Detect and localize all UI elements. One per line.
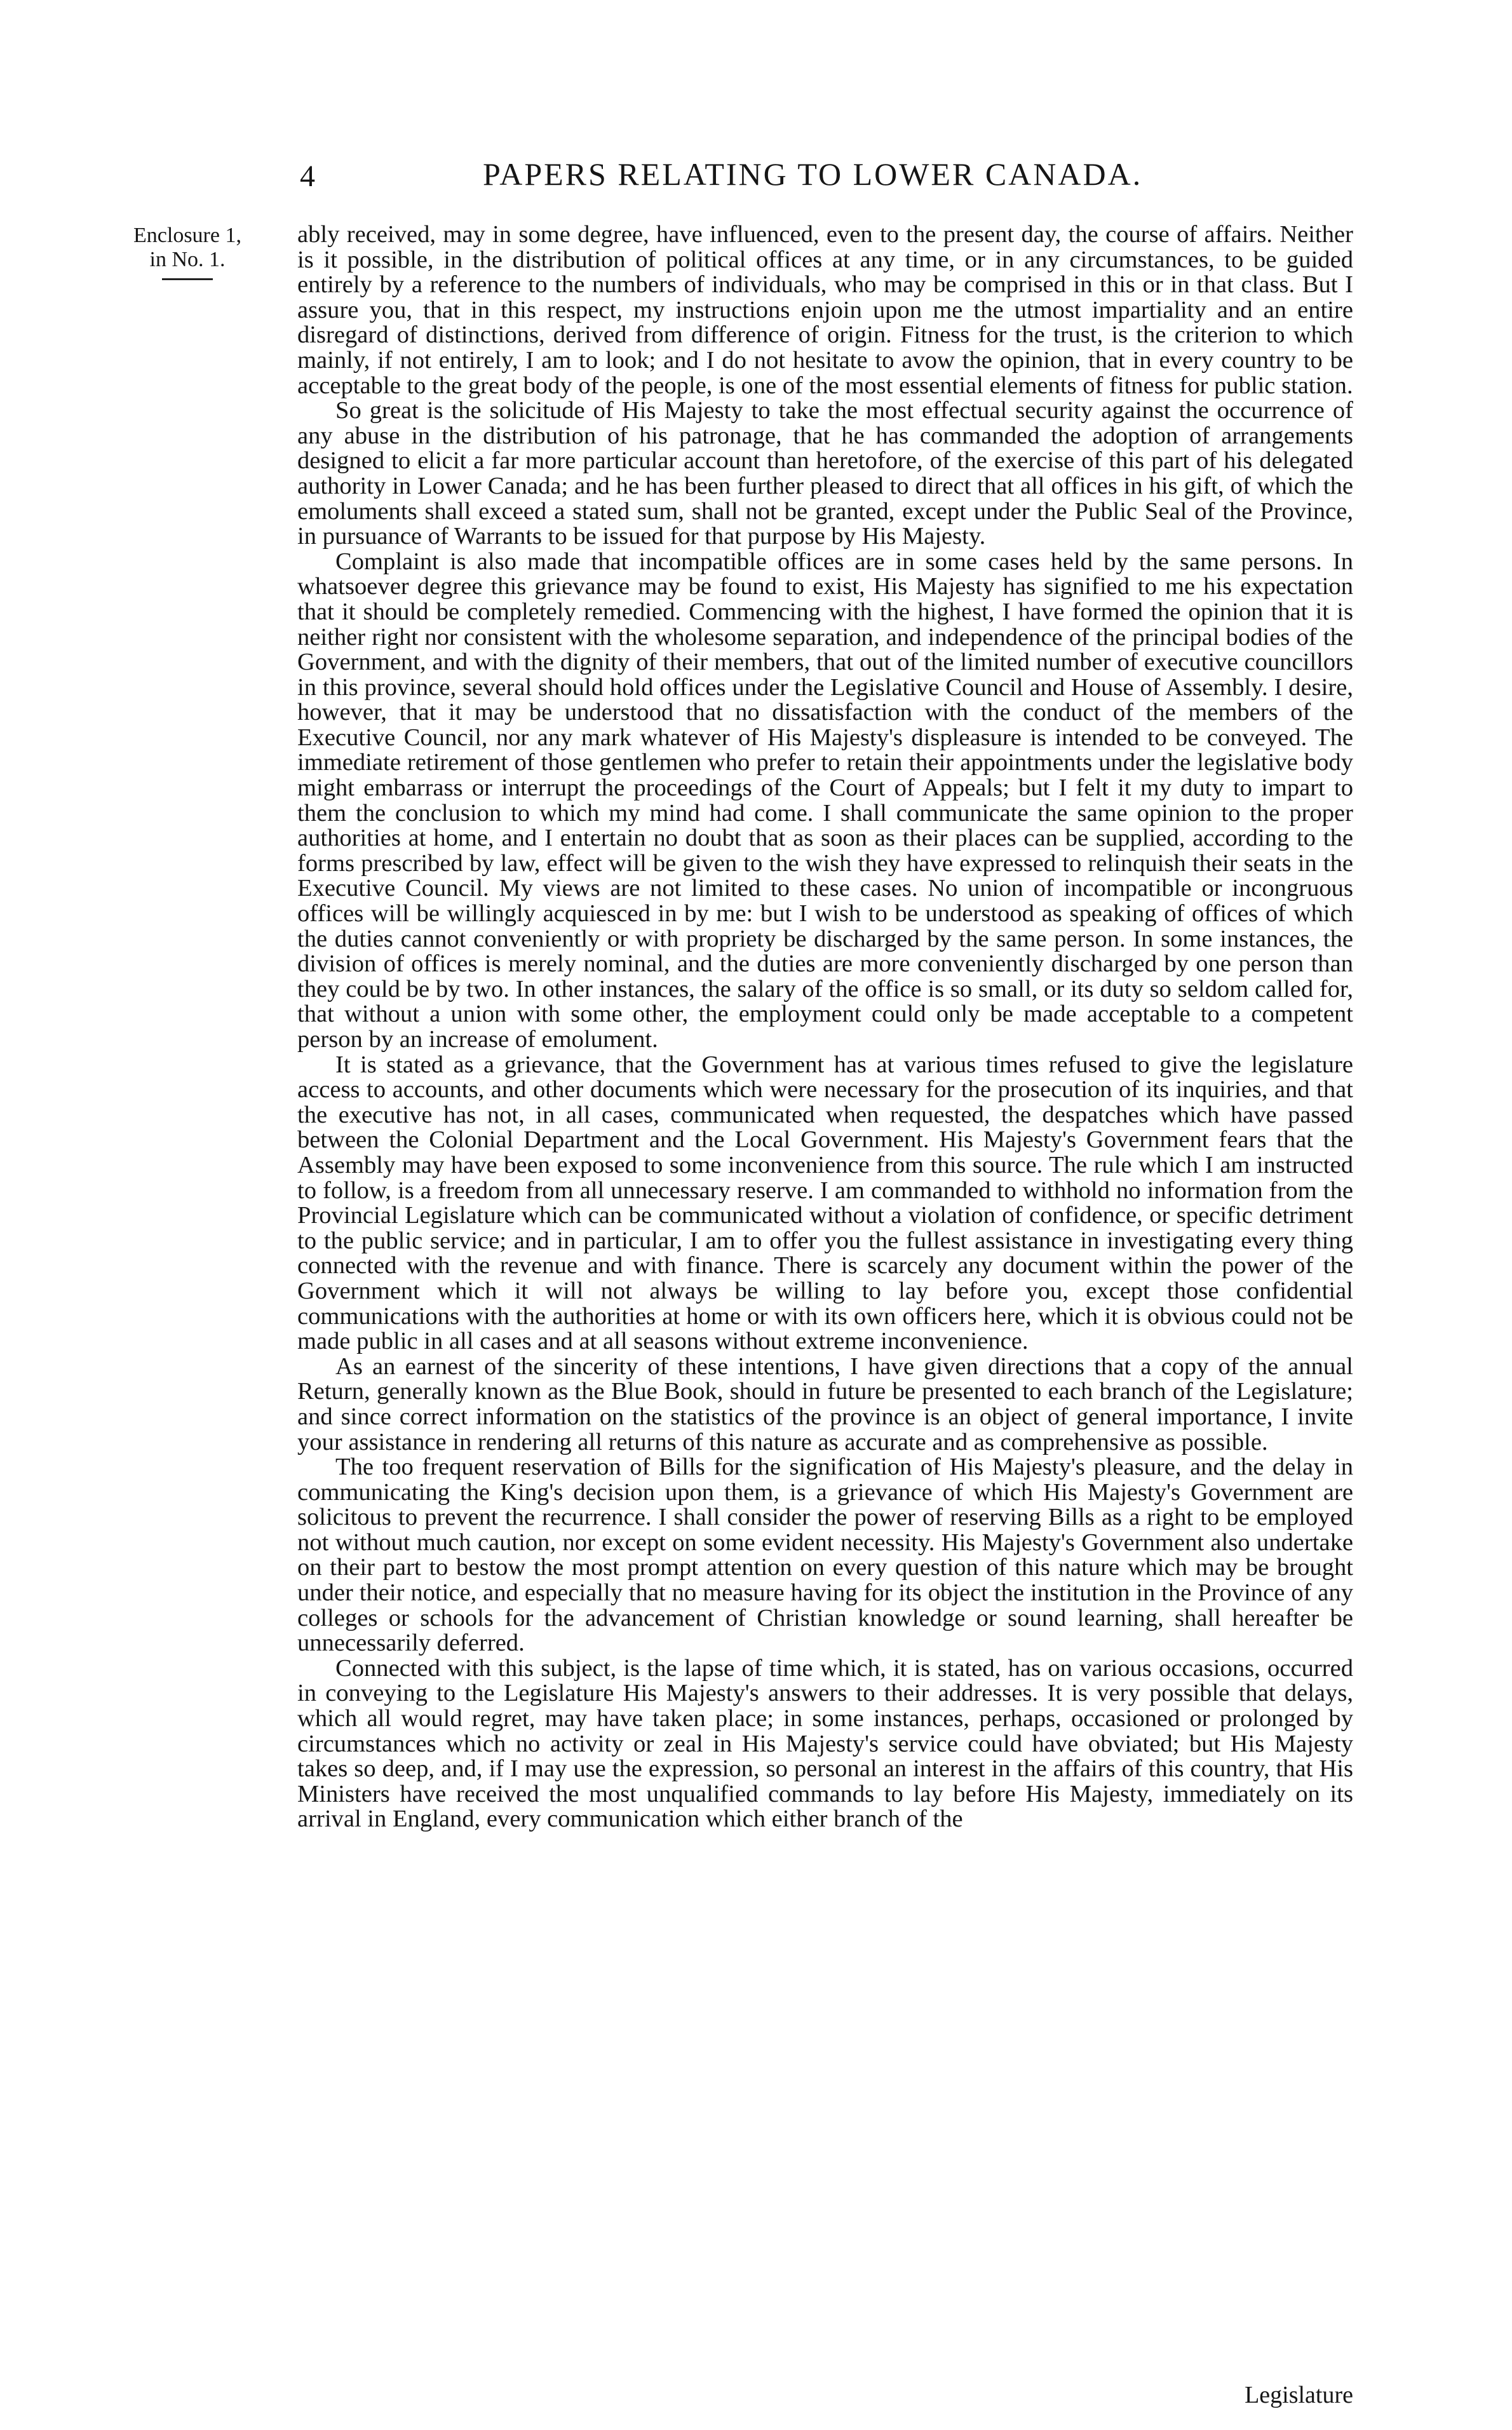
margin-note [102, 224, 273, 280]
paragraph-3: Complaint is also made that incompatible offices are in some cases held by the same persons. In whatsoever degree this grievance may be found to exist, His Majesty has signified to me his expectation that it should be completely remedied. Commencing with the highest, I have formed the opinion that it is neither right nor consistent with the wholesome separation, and independence of the principal bodies of the Government, and with the dignity of their members, that out of the limited number of executive councillors in this province, several should hold offices under the Legislative Council and House of Assembly. I desire, however, that it may be understood that no dissatisfaction with the conduct of the members of the Executive Council, nor any mark whatever of His Majesty's displeasure is intended to be conveyed. The immediate retirement of those gentlemen who prefer to retain their appointments under the legislative body might embarrass or interrupt the proceedings of the Court of Appeals; but I felt it my duty to impart to them the conclusion to which my mind had come. I shall communicate the same opinion to the proper authorities at home, and I entertain no doubt that as soon as their places can be supplied, according to the forms prescribed by law, effect will be given to the wish they have expressed to relinquish their seats in the Executive Council. My views are not limited to these cases. No union of incompatible or incongruous offices will be willingly acquiesced in by me: but I wish to be understood as speaking of offices of which the duties cannot conveniently or with propriety be discharged by the same person. In some instances, the division of offices is merely nominal, and the duties are more conveniently discharged by one person than they could be by two. In other instances, the salary of the office is so small, or its duty so seldom called for, that without a union with some other, the employment could only be made acceptable to a competent person by an increase of emolument. [297, 548, 1353, 1053]
paragraph-5: As an earnest of the sincerity of these intentions, I have given directions that a copy of the annual Return, generally known as the Blue Book, should in future be presented to each branch of the Legislature; and since correct information on the statistics of the province is an object of general importance, I invite your assistance in rendering all returns of this nature as accurate and as comprehensive as possible. [297, 1353, 1353, 1455]
margin-note-enclosure: Enclosure 1, [133, 224, 241, 247]
margin-note-rule [162, 278, 213, 280]
body-text [297, 222, 1353, 1832]
page-number: 4 [300, 159, 315, 193]
paragraph-1: ably received, may in some degree, have influenced, even to the present day, the course of affairs. Neither is it possible, in the distribution of political offices at any time, or in any circumstances, to be guided entirely by a reference to the numbers of individuals, who may be comprised in this or in that class. But I assure you, that in this respect, my instructions enjoin upon me the utmost impartiality and an entire disregard of distinctions, derived from difference of origin. Fitness for the trust, is the criterion to which mainly, if not entirely, I am to look; and I do not hesitate to avow the opinion, that in every country to be acceptable to the great body of the people, is one of the most essential elements of fitness for public station. [297, 221, 1353, 399]
paragraph-6: The too frequent reservation of Bills for the signification of His Majesty's pleasure, and the delay in communicating the King's decision upon them, is a grievance of which His Majesty's Government are solicitous to prevent the recurrence. I shall consider the power of reserving Bills as a right to be employed not without much caution, nor except on some evident necessity. His Majesty's Government also undertake on their part to bestow the most prompt attention on every question of this nature which may be brought under their notice, and especially that no measure having for its object the institution in the Province of any colleges or schools for the advancement of Christian knowledge or sound learning, shall hereafter be unnecessarily deferred. [297, 1454, 1353, 1657]
paragraph-2: So great is the solicitude of His Majesty to take the most effectual security against the occurrence of any abuse in the distribution of his patronage, that he has commanded the adoption of arrangements designed to elicit a far more particular account than heretofore, of the exercise of this part of his delegated authority in Lower Canada; and he has been further pleased to direct that all offices in his gift, of which the emoluments shall exceed a stated sum, shall not be granted, except under the Public Seal of the Province, in pursuance of Warrants to be issued for that purpose by His Majesty. [297, 397, 1353, 550]
margin-note-number: in No. 1. [149, 248, 226, 271]
running-title: PAPERS RELATING TO LOWER CANADA. [483, 156, 1143, 192]
paragraph-7: Connected with this subject, is the lapse of time which, it is stated, has on various occasions, occurred in conveying to the Legislature His Majesty's answers to their addresses. It is very possible that delays, which all would regret, may have taken place; in some instances, perhaps, occasioned or prolonged by circumstances which no activity or zeal in His Majesty's service could have obviated; but His Majesty takes so deep, and, if I may use the expression, so personal an interest in the affairs of this country, that His Ministers have received the most unqualified commands to lay before His Majesty, immediately on its arrival in England, every communication which either branch of the [297, 1654, 1353, 1833]
catchword: Legislature [1245, 2382, 1353, 2408]
paragraph-4: It is stated as a grievance, that the Government has at various times refused to give the legislature access to accounts, and other documents which were necessary for the prosecution of its inquiries, and that the executive has not, in all cases, communicated when requested, the despatches which have passed between the Colonial Department and the Local Government. His Majesty's Government fears that the Assembly may have been exposed to some inconvenience from this source. The rule which I am instructed to follow, is a freedom from all unnecessary reserve. I am commanded to withhold no information from the Provincial Legislature which can be communicated without a violation of confidence, or specific detriment to the public service; and in particular, I am to offer you the fullest assistance in investigating every thing connected with the revenue and with finance. There is scarcely any document within the power of the Government which it will not always be willing to lay before you, except those confidential communications with the authorities at home or with its own officers here, which it is obvious could not be made public in all cases and at all seasons without extreme inconvenience. [297, 1051, 1353, 1355]
